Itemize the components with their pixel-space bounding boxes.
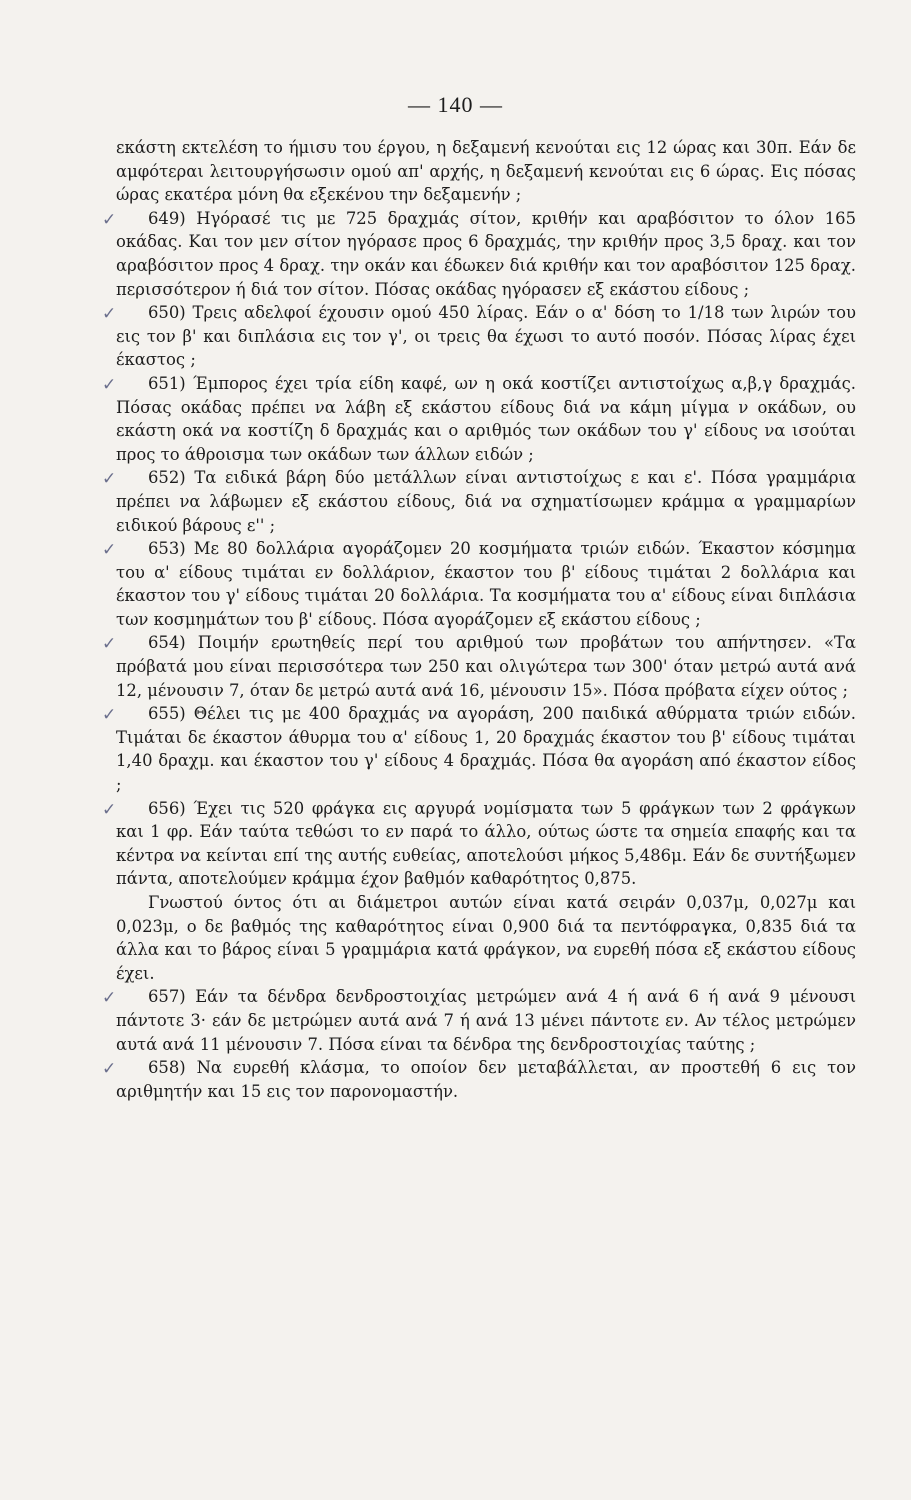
problem-text: 657) Εάν τα δένδρα δενδροστοιχίας μετρώμεν ανά 4 ή ανά 6 ή ανά 9 μένουσι πάντοτε 3· εάν δε μετρώμεν αυτά ανά 7 ή ανά 13 μένει πάντοτε εν. Αν τέλος μετρώμεν αυτά ανά 11 μένουσιν 7. Πόσα είναι τα δένδρα της δενδροστοιχίας ταύτης ; [116, 987, 856, 1054]
problem-text: 651) Έμπορος έχει τρία είδη καφέ, ων η οκά κοστίζει αντιστοίχως α,β,γ δραχμάς. Πόσας οκάδας πρέπει να λάβη εξ εκάστου είδους διά να κάμη μίγμα ν οκάδων, ου εκάστη οκά να κοστίζη δ δραχμάς και ο αριθμός των οκάδων του γ' είδους να ισούται προς το άθροισμα των οκάδων των άλλων ειδών ; [116, 373, 856, 464]
problem-653 [102, 537, 856, 631]
problem-649 [102, 207, 856, 301]
problem-652 [102, 466, 856, 537]
problem-text: 656) Έχει τις 520 φράγκα εις αργυρά νομίσματα των 5 φράγκων των 2 φράγκων και 1 φρ. Εάν ταύτα τεθώσι το εν παρά το άλλο, ούτως ώστε τα σημεία επαφής και τα κέντρα να κείνται επί της αυτής ευθείας, αποτελούσι μήκος 5,486μ. Εάν δε συντήξωμεν πάντα, αποτελούμεν κράμμα έχον βαθμόν καθαρότητος 0,875. [116, 798, 856, 889]
check-mark-icon: ✓ [102, 634, 117, 655]
problem-text: Γνωστού όντος ότι αι διάμετροι αυτών είναι κατά σειράν 0,037μ, 0,027μ και 0,023μ, ο δε βαθμός της καθαρότητος είναι 0,900 διά τα πεντόφραγκα, 0,835 διά τα άλλα και το βάρος είναι 5 γραμμάρια κατά φράγκον, να ευρεθή πόσα εξ εκάστου είδους έχει. [116, 893, 856, 983]
problem-650 [102, 301, 856, 372]
check-mark-icon: ✓ [102, 1059, 117, 1080]
check-mark-icon: ✓ [102, 799, 117, 820]
check-mark-icon: ✓ [102, 209, 117, 230]
problem-text: 653) Με 80 δολλάρια αγοράζομεν 20 κοσμήματα τριών ειδών. Έκαστον κόσμημα του α' είδους τιμάται εν δολλάριον, έκαστον του β' είδους τιμάται 2 δολλάρια και έκαστον του γ' είδους τιμάται 20 δολλάρια. Τα κοσμήματα του α' είδους είναι διπλάσια των κοσμημάτων του β' είδους. Πόσα αγοράζομεν εξ εκάστου είδους ; [116, 539, 856, 629]
paragraph-648-end [116, 136, 856, 207]
check-mark-icon: ✓ [102, 540, 117, 561]
problem-text: 650) Τρεις αδελφοί έχουσιν ομού 450 λίρας. Εάν ο α' δόση το 1/18 των λιρών του εις τον β' και διπλάσια εις τον γ', οι τρεις θα έχωσι το αυτό ποσόν. Πόσας λίρας έχει έκαστος ; [116, 303, 856, 370]
paragraph-text: εκάστη εκτελέση το ήμισυ του έργου, η δεξαμενή κενούται εις 12 ώρας και 30π. Εάν δε αμφότεραι λειτουργήσωσιν ομού απ' αρχής, η δεξαμενή κενούται εις 6 ώρας. Εις πόσας ώρας εκατέρα μόνη θα εξεκένου την δεξαμενήν ; [116, 138, 856, 205]
problem-text: 649) Ηγόρασέ τις με 725 δραχμάς σίτον, κριθήν και αραβόσιτον το όλον 165 οκάδας. Και τον μεν σίτον ηγόρασε προς 6 δραχμάς, την κριθήν προς 3,5 δραχ. και τον αραβόσιτον προς 4 δραχ. την οκάν και έδωκεν διά κριθήν και τον αραβόσιτον 125 δραχ. περισσότερον ή διά τον σίτον. Πόσας οκάδας ηγόρασεν εξ εκάστου είδους ; [116, 208, 856, 299]
problem-text: 658) Να ευρεθή κλάσμα, το οποίον δεν μεταβάλλεται, αν προστεθή 6 εις τον αριθμητήν και 15 εις τον παρονομαστήν. [116, 1058, 856, 1101]
problem-text: 655) Θέλει τις με 400 δραχμάς να αγοράση, 200 παιδικά αθύρματα τριών ειδών. Τιμάται δε έκαστον άθυρμα του α' είδους 1, 20 δραχμάς έκαστον του β' είδους τιμάται 1,40 δραχμ. και έκαστον του γ' είδους 4 δραχμάς. Πόσα θα αγοράση από έκαστον είδος ; [116, 704, 856, 795]
check-mark-icon: ✓ [102, 469, 117, 490]
check-mark-icon: ✓ [102, 374, 117, 395]
page-number: — 140 — [408, 92, 503, 117]
problem-651 [102, 372, 856, 466]
problem-655 [102, 702, 856, 796]
problem-654 [102, 631, 856, 702]
check-mark-icon: ✓ [102, 988, 117, 1009]
problem-658 [102, 1056, 856, 1103]
problem-text: 652) Τα ειδικά βάρη δύο μετάλλων είναι αντιστοίχως ε και ε'. Πόσα γραμμάρια πρέπει να λάβωμεν εξ εκάστου είδους, διά να σχηματίσωμεν κράμμα α γραμμαρίων ειδικού βάρους ε'' ; [116, 468, 856, 535]
problem-text: 654) Ποιμήν ερωτηθείς περί του αριθμού των προβάτων του απήντησεν. «Τα πρόβατά μου είναι περισσότερα των 250 και ολιγώτερα των 300' όταν μετρώ αυτά ανά 12, μένουσιν 7, όταν δε μετρώ αυτά ανά 16, μένουσιν 15». Πόσα πρόβατα είχεν ούτος ; [116, 633, 856, 700]
check-mark-icon: ✓ [102, 705, 117, 726]
problem-657 [102, 985, 856, 1056]
problem-656 [102, 797, 856, 891]
problem-656-continuation [116, 891, 856, 985]
page-text [102, 136, 856, 1103]
check-mark-icon: ✓ [102, 304, 117, 325]
